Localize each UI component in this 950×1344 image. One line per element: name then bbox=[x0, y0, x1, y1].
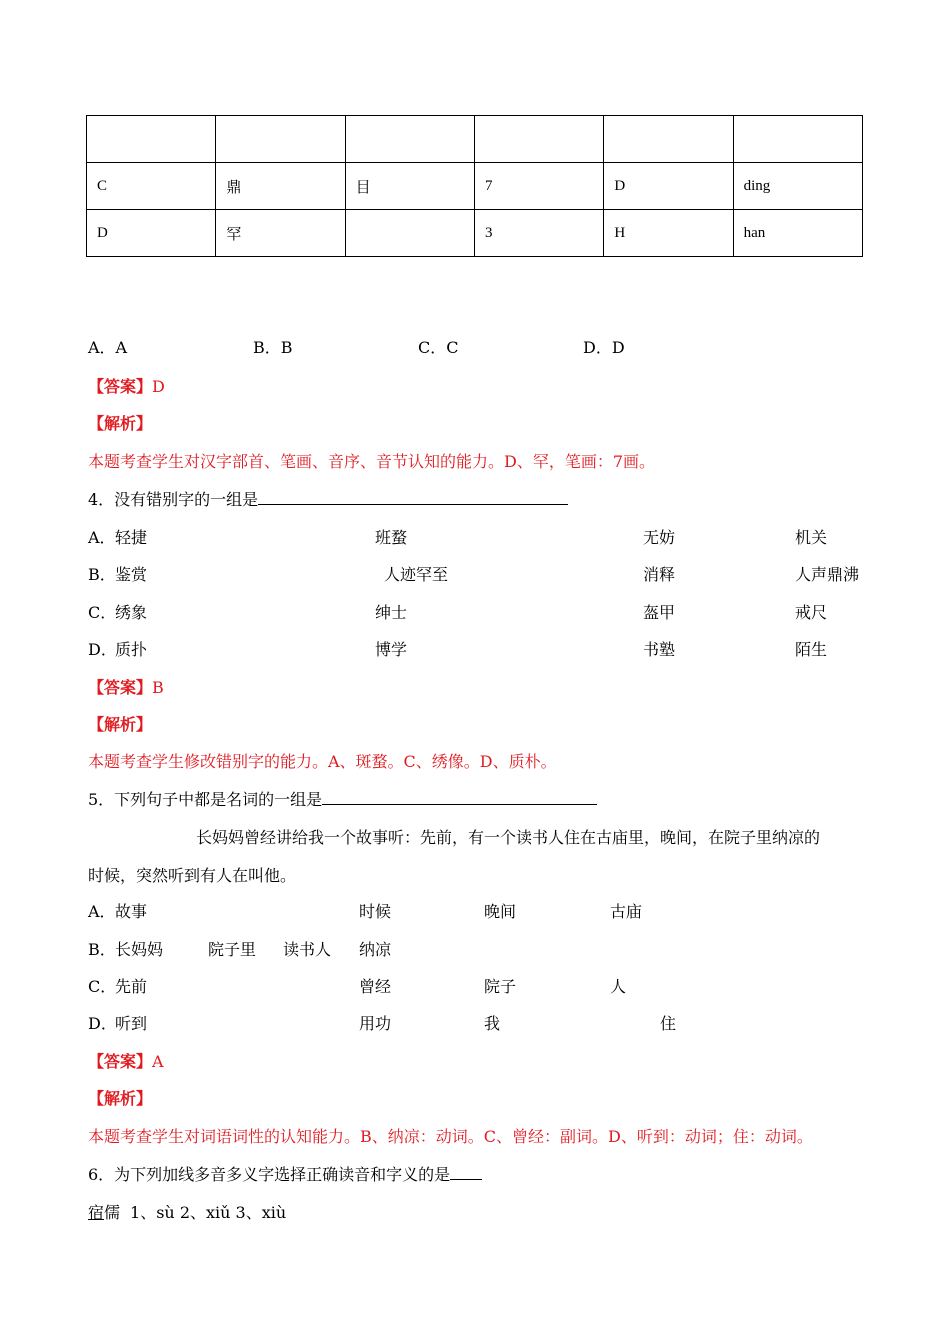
table-cell bbox=[216, 116, 345, 163]
table-row bbox=[87, 163, 863, 210]
option-item: 时候 bbox=[359, 902, 392, 921]
answer-blank bbox=[258, 490, 568, 505]
option-item: 鉴赏 bbox=[115, 565, 148, 584]
table-cell bbox=[604, 116, 733, 163]
option-item: 听到 bbox=[115, 1014, 148, 1033]
option-item: 住 bbox=[660, 1014, 677, 1033]
option-label: A． bbox=[88, 528, 116, 547]
table-cell: han bbox=[733, 210, 862, 257]
option-item: 故事 bbox=[115, 902, 148, 921]
option-item: 戒尺 bbox=[795, 603, 828, 622]
option-item: 绣象 bbox=[115, 603, 148, 622]
option-item: 读书人 bbox=[283, 940, 332, 959]
table-row bbox=[87, 210, 863, 257]
option-item: 纳凉 bbox=[359, 940, 392, 959]
option-item: 院子里 bbox=[208, 940, 257, 959]
option-d: D．D bbox=[583, 338, 625, 357]
table-cell: 罕 bbox=[216, 210, 345, 257]
table-cell bbox=[733, 116, 862, 163]
option-item: 无妨 bbox=[643, 528, 676, 547]
option-item: 用功 bbox=[359, 1014, 392, 1033]
question-6-stem: 6．为下列加线多音多义字选择正确读音和字义的是 bbox=[88, 1165, 482, 1185]
option-label: D． bbox=[88, 1014, 117, 1033]
answer: 【答案】D bbox=[88, 377, 165, 396]
option-label: D． bbox=[88, 640, 117, 659]
table-cell: 目 bbox=[345, 163, 474, 210]
table-cell: 鼎 bbox=[216, 163, 345, 210]
option-item: 陌生 bbox=[795, 640, 828, 659]
table-cell: D bbox=[87, 210, 216, 257]
passage-line: 长妈妈曾经讲给我一个故事听：先前，有一个读书人住在古庙里，晚间，在院子里纳凉的 bbox=[196, 828, 821, 847]
option-b: B．B bbox=[253, 338, 293, 357]
answer-blank bbox=[450, 1165, 482, 1180]
table-cell: ding bbox=[733, 163, 862, 210]
table-cell bbox=[474, 116, 603, 163]
option-item: 先前 bbox=[115, 977, 148, 996]
analysis-text: 本题考查学生对词语词性的认知能力。B、纳凉：动词。C、曾经：副词。D、听到：动词；住：动词。 bbox=[88, 1127, 813, 1146]
analysis-label: 【解析】 bbox=[88, 715, 153, 734]
option-item: 人 bbox=[610, 977, 627, 996]
option-item: 书塾 bbox=[643, 640, 676, 659]
option-item: 人迹罕至 bbox=[384, 565, 449, 584]
option-item: 轻捷 bbox=[115, 528, 148, 547]
option-item: 博学 bbox=[375, 640, 408, 659]
table-cell bbox=[345, 210, 474, 257]
answer: 【答案】B bbox=[88, 678, 164, 697]
option-item: 质扑 bbox=[115, 640, 148, 659]
table-cell bbox=[87, 116, 216, 163]
option-c: C．C bbox=[418, 338, 459, 357]
option-label: B． bbox=[88, 565, 116, 584]
polyphonic-word: 宿儒 1、sù 2、xiǔ 3、xiù bbox=[88, 1203, 287, 1222]
option-item: 晚间 bbox=[484, 902, 517, 921]
analysis-text: 本题考查学生对汉字部首、笔画、音序、音节认知的能力。D、罕，笔画：7画。 bbox=[88, 452, 656, 471]
table-cell: 7 bbox=[474, 163, 603, 210]
option-item: 院子 bbox=[484, 977, 517, 996]
option-item: 班蝥 bbox=[375, 528, 408, 547]
analysis-label: 【解析】 bbox=[88, 1089, 153, 1108]
table-cell: C bbox=[87, 163, 216, 210]
analysis-label: 【解析】 bbox=[88, 414, 153, 433]
table-cell: H bbox=[604, 210, 733, 257]
info-table bbox=[86, 115, 863, 257]
option-label: A． bbox=[88, 902, 116, 921]
option-label: C． bbox=[88, 603, 117, 622]
option-item: 人声鼎沸 bbox=[795, 565, 860, 584]
answer: 【答案】A bbox=[88, 1052, 164, 1071]
option-item: 绅士 bbox=[375, 603, 408, 622]
question-5-stem: 5．下列句子中都是名词的一组是 bbox=[88, 790, 597, 810]
option-item: 长妈妈 bbox=[115, 940, 164, 959]
answer-blank bbox=[322, 790, 597, 805]
option-label: B． bbox=[88, 940, 116, 959]
option-item: 曾经 bbox=[359, 977, 392, 996]
option-item: 消释 bbox=[643, 565, 676, 584]
table-row bbox=[87, 116, 863, 163]
question-4-stem: 4．没有错别字的一组是 bbox=[88, 490, 568, 510]
option-a: A．A bbox=[88, 338, 128, 357]
analysis-text: 本题考查学生修改错别字的能力。A、斑蝥。C、绣像。D、质朴。 bbox=[88, 752, 557, 771]
table-cell: D bbox=[604, 163, 733, 210]
option-item: 盔甲 bbox=[643, 603, 676, 622]
option-item: 古庙 bbox=[610, 902, 643, 921]
option-label: C． bbox=[88, 977, 117, 996]
option-item: 我 bbox=[484, 1014, 501, 1033]
passage-line: 时候，突然听到有人在叫他。 bbox=[88, 866, 297, 885]
table-cell bbox=[345, 116, 474, 163]
option-item: 机关 bbox=[795, 528, 828, 547]
table-cell: 3 bbox=[474, 210, 603, 257]
